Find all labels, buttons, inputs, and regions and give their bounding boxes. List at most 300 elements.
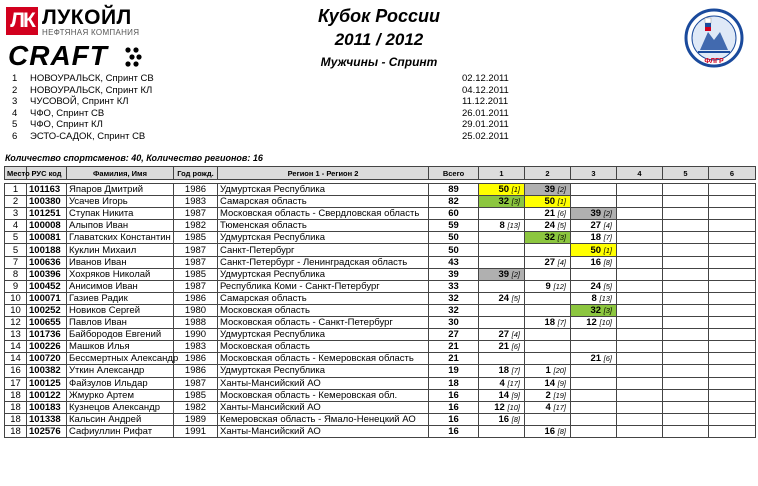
stage-result xyxy=(479,341,525,353)
cell-place: 16 xyxy=(5,365,27,377)
stage-result xyxy=(709,413,756,425)
cell-place: 18 xyxy=(5,401,27,413)
cell-name: Анисимов Иван xyxy=(67,280,174,292)
cell-year: 1986 xyxy=(174,353,218,365)
stage-result xyxy=(571,377,617,389)
stage-result xyxy=(617,196,663,208)
table-row xyxy=(5,389,756,401)
table-row xyxy=(5,292,756,304)
result-points: 21 xyxy=(590,353,602,365)
lukoil-subtitle: НЕФТЯНАЯ КОМПАНИЯ xyxy=(42,28,140,37)
cell-name: Сафиуллин Рифат xyxy=(67,425,174,437)
cell-place: 1 xyxy=(5,184,27,196)
stage-result xyxy=(663,184,709,196)
stage-item xyxy=(8,131,528,143)
cell-total: 60 xyxy=(429,208,479,220)
result-points: 50 xyxy=(498,184,510,196)
cell-code: 101163 xyxy=(27,184,67,196)
stage-result xyxy=(571,425,617,437)
stage-result xyxy=(525,413,571,425)
cell-year: 1982 xyxy=(174,401,218,413)
stage-date: 02.12.2011 xyxy=(462,73,509,84)
cell-region: Московская область - Кемеровская обл. xyxy=(218,389,429,401)
stage-item xyxy=(8,85,528,97)
table-row xyxy=(5,256,756,268)
stage-result xyxy=(709,196,756,208)
stage-result xyxy=(617,208,663,220)
stage-result xyxy=(571,365,617,377)
cell-place: 10 xyxy=(5,304,27,316)
stage-name: НОВОУРАЛЬСК, Спринт СВ xyxy=(30,73,154,84)
stage-num: 1 xyxy=(12,73,18,84)
stage-result xyxy=(479,317,525,329)
stage-result xyxy=(617,365,663,377)
stage-result xyxy=(663,389,709,401)
stage-result xyxy=(571,353,617,365)
stage-item xyxy=(8,73,528,85)
cell-total: 39 xyxy=(429,268,479,280)
stage-result xyxy=(479,244,525,256)
cell-name: Усачев Игорь xyxy=(67,196,174,208)
stage-result xyxy=(571,413,617,425)
result-points: 14 xyxy=(544,377,556,389)
result-points: 4 xyxy=(545,401,551,413)
stage-result xyxy=(571,220,617,232)
cell-region: Ханты-Мансийский АО xyxy=(218,425,429,437)
stage-result xyxy=(709,292,756,304)
cell-code: 101251 xyxy=(27,208,67,220)
stage-result xyxy=(571,256,617,268)
result-points: 39 xyxy=(498,268,510,280)
result-points: 21 xyxy=(544,208,556,220)
cell-total: 43 xyxy=(429,256,479,268)
stage-date: 04.12.2011 xyxy=(462,84,509,96)
stage-result xyxy=(525,232,571,244)
cell-name: Кальсин Андрей xyxy=(67,413,174,425)
result-points: 9 xyxy=(545,280,551,292)
stage-result xyxy=(571,292,617,304)
stage-result xyxy=(525,401,571,413)
result-points: 16 xyxy=(590,256,602,268)
stage-result xyxy=(571,268,617,280)
stage-num: 4 xyxy=(12,107,18,119)
result-rank: [6] xyxy=(511,342,520,352)
cell-place: 18 xyxy=(5,425,27,437)
cell-code: 100636 xyxy=(27,256,67,268)
cell-code: 100396 xyxy=(27,268,67,280)
cell-place: 9 xyxy=(5,280,27,292)
cell-place: 3 xyxy=(5,208,27,220)
table-row xyxy=(5,304,756,316)
stage-result xyxy=(663,353,709,365)
cell-code: 101338 xyxy=(27,413,67,425)
cell-code: 100071 xyxy=(27,292,67,304)
cell-total: 27 xyxy=(429,329,479,341)
result-points: 24 xyxy=(590,280,602,292)
result-points: 24 xyxy=(498,292,510,304)
result-rank: [19] xyxy=(553,390,566,400)
stage-result xyxy=(479,365,525,377)
cell-year: 1983 xyxy=(174,196,218,208)
result-rank: [1] xyxy=(603,245,612,255)
cell-year: 1980 xyxy=(174,304,218,316)
result-points: 32 xyxy=(498,196,510,208)
table-row xyxy=(5,220,756,232)
cell-code: 100382 xyxy=(27,365,67,377)
result-rank: [2] xyxy=(557,185,566,195)
cell-name: Байбородов Евгений xyxy=(67,329,174,341)
cell-place: 18 xyxy=(5,413,27,425)
stage-result xyxy=(525,425,571,437)
stage-name: ЧФО, Спринт СВ xyxy=(30,107,105,119)
result-points: 18 xyxy=(590,232,602,244)
cell-code: 100655 xyxy=(27,317,67,329)
stage-result xyxy=(525,389,571,401)
stage-result xyxy=(571,329,617,341)
stage-result xyxy=(525,292,571,304)
cell-region: Удмуртская Республика xyxy=(218,268,429,280)
cell-year: 1987 xyxy=(174,208,218,220)
stage-result xyxy=(479,292,525,304)
stage-result xyxy=(663,329,709,341)
cell-name: Машков Илья xyxy=(67,341,174,353)
cell-year: 1982 xyxy=(174,220,218,232)
stage-result xyxy=(525,220,571,232)
stage-result xyxy=(663,413,709,425)
stage-result xyxy=(617,329,663,341)
participants-summary: Количество спортсменов: 40, Количество регионов: 16 xyxy=(5,153,263,163)
stage-result xyxy=(525,184,571,196)
result-points: 32 xyxy=(544,232,556,244)
cell-year: 1987 xyxy=(174,377,218,389)
cell-region: Московская область - Кемеровская область xyxy=(218,353,429,365)
stage-result xyxy=(663,292,709,304)
cell-place: 7 xyxy=(5,256,27,268)
cell-code: 100380 xyxy=(27,196,67,208)
stage-result xyxy=(617,268,663,280)
result-rank: [3] xyxy=(557,233,566,243)
cell-region: Удмуртская Республика xyxy=(218,232,429,244)
cell-place: 4 xyxy=(5,220,27,232)
stage-result xyxy=(479,389,525,401)
stage-result xyxy=(663,401,709,413)
stage-result xyxy=(525,329,571,341)
table-row xyxy=(5,401,756,413)
result-rank: [6] xyxy=(603,354,612,364)
cell-total: 18 xyxy=(429,377,479,389)
column-header: 5 xyxy=(663,167,709,180)
result-rank: [2] xyxy=(511,269,520,279)
table-row xyxy=(5,268,756,280)
cell-name: Иванов Иван xyxy=(67,256,174,268)
result-points: 27 xyxy=(498,329,510,341)
column-header: 1 xyxy=(479,167,525,180)
result-points: 50 xyxy=(544,196,556,208)
stage-name: ЧУСОВОЙ, Спринт КЛ xyxy=(30,96,129,108)
cell-year: 1989 xyxy=(174,413,218,425)
cell-total: 59 xyxy=(429,220,479,232)
result-points: 39 xyxy=(590,208,602,220)
stage-result xyxy=(663,317,709,329)
result-rank: [7] xyxy=(511,366,520,376)
stage-result xyxy=(709,377,756,389)
stage-result xyxy=(571,389,617,401)
cell-place: 14 xyxy=(5,341,27,353)
cell-year: 1988 xyxy=(174,317,218,329)
cell-year: 1987 xyxy=(174,280,218,292)
result-rank: [9] xyxy=(511,390,520,400)
cell-total: 19 xyxy=(429,365,479,377)
cell-total: 16 xyxy=(429,425,479,437)
cell-code: 100183 xyxy=(27,401,67,413)
stage-result xyxy=(709,425,756,437)
cell-place: 13 xyxy=(5,329,27,341)
table-row xyxy=(5,196,756,208)
season-title: 2011 / 2012 xyxy=(334,30,424,49)
stage-date: 26.01.2011 xyxy=(462,107,509,119)
cell-code: 100188 xyxy=(27,244,67,256)
cell-name: Япаров Дмитрий xyxy=(67,184,174,196)
stage-result xyxy=(709,208,756,220)
result-rank: [6] xyxy=(557,209,566,219)
stage-name: ЧФО, Спринт КЛ xyxy=(30,119,103,131)
cell-total: 82 xyxy=(429,196,479,208)
cell-name: Файзулов Ильдар xyxy=(67,377,174,389)
stage-result xyxy=(479,304,525,316)
cell-code: 101736 xyxy=(27,329,67,341)
stage-list xyxy=(8,73,528,143)
cell-place: 12 xyxy=(5,317,27,329)
result-rank: [17] xyxy=(553,402,566,412)
result-points: 39 xyxy=(544,184,556,196)
result-points: 21 xyxy=(498,341,510,353)
stage-result xyxy=(709,232,756,244)
result-rank: [8] xyxy=(557,426,566,436)
lukoil-name: ЛУКОЙЛ xyxy=(42,6,132,29)
result-rank: [7] xyxy=(603,233,612,243)
stage-result xyxy=(525,304,571,316)
stage-result xyxy=(525,208,571,220)
result-rank: [12] xyxy=(553,281,566,291)
cell-total: 16 xyxy=(429,389,479,401)
stage-result xyxy=(525,341,571,353)
cell-region: Санкт-Петербург - Ленинградская область xyxy=(218,256,429,268)
cell-place: 17 xyxy=(5,377,27,389)
stage-num: 3 xyxy=(12,96,18,108)
result-points: 18 xyxy=(544,317,556,329)
stage-result xyxy=(709,256,756,268)
result-rank: [1] xyxy=(511,185,520,195)
cell-year: 1985 xyxy=(174,232,218,244)
result-points: 8 xyxy=(591,292,597,304)
cell-total: 21 xyxy=(429,353,479,365)
result-rank: [13] xyxy=(507,221,520,231)
lukoil-mark: ЛК xyxy=(6,7,38,35)
discipline-title: Мужчины - Спринт xyxy=(320,55,438,69)
stage-result xyxy=(617,401,663,413)
cell-code: 100122 xyxy=(27,389,67,401)
stage-result xyxy=(663,268,709,280)
cell-code: 100226 xyxy=(27,341,67,353)
result-points: 12 xyxy=(586,317,597,329)
result-points: 16 xyxy=(544,425,556,437)
result-rank: [2] xyxy=(603,209,612,219)
stage-result xyxy=(479,401,525,413)
stage-result xyxy=(617,304,663,316)
stage-result xyxy=(571,401,617,413)
stage-result xyxy=(709,220,756,232)
stage-result xyxy=(663,220,709,232)
stage-result xyxy=(663,377,709,389)
cell-year: 1991 xyxy=(174,425,218,437)
cell-total: 16 xyxy=(429,413,479,425)
cell-name: Уткин Александр xyxy=(67,365,174,377)
result-rank: [4] xyxy=(603,221,612,231)
federation-label: ФЛГР xyxy=(704,58,724,65)
stage-item xyxy=(8,119,528,131)
cell-year: 1985 xyxy=(174,268,218,280)
stage-result xyxy=(663,341,709,353)
cell-region: Кемеровская область - Ямало-Ненецкий АО xyxy=(218,413,429,425)
stage-result xyxy=(709,304,756,316)
cell-name: Кузнецов Александр xyxy=(67,401,174,413)
stage-result xyxy=(525,268,571,280)
cell-code: 100008 xyxy=(27,220,67,232)
cell-year: 1983 xyxy=(174,341,218,353)
result-rank: [5] xyxy=(603,281,612,291)
result-points: 18 xyxy=(498,365,510,377)
cell-place: 14 xyxy=(5,353,27,365)
stage-result xyxy=(479,413,525,425)
stage-result xyxy=(617,292,663,304)
cell-region: Московская область xyxy=(218,341,429,353)
stage-result xyxy=(525,377,571,389)
cell-name: Новиков Сергей xyxy=(67,304,174,316)
cell-total: 32 xyxy=(429,304,479,316)
cell-name: Куклин Михаил xyxy=(67,244,174,256)
stage-result xyxy=(571,208,617,220)
cell-code: 100081 xyxy=(27,232,67,244)
stage-result xyxy=(663,196,709,208)
stage-date: 29.01.2011 xyxy=(462,119,509,131)
stage-result xyxy=(571,184,617,196)
stage-result xyxy=(617,184,663,196)
stage-result xyxy=(479,208,525,220)
result-points: 24 xyxy=(544,220,556,232)
cell-region: Ханты-Мансийский АО xyxy=(218,401,429,413)
stage-result xyxy=(479,280,525,292)
page-title: Кубок России xyxy=(317,6,441,26)
column-header: Всего xyxy=(429,167,479,180)
stage-item xyxy=(8,108,528,120)
cell-place: 18 xyxy=(5,389,27,401)
stage-result xyxy=(617,256,663,268)
result-rank: [3] xyxy=(603,305,612,315)
cell-region: Самарская область xyxy=(218,292,429,304)
result-rank: [20] xyxy=(553,366,566,376)
cell-place: 8 xyxy=(5,268,27,280)
result-points: 32 xyxy=(590,304,602,316)
stage-result xyxy=(709,401,756,413)
result-points: 4 xyxy=(499,377,505,389)
result-points: 8 xyxy=(499,220,505,232)
stage-result xyxy=(525,256,571,268)
column-header: 6 xyxy=(709,167,756,180)
table-row xyxy=(5,317,756,329)
stage-result xyxy=(663,208,709,220)
stage-result xyxy=(617,317,663,329)
result-rank: [10] xyxy=(507,402,520,412)
cell-year: 1985 xyxy=(174,389,218,401)
stage-result xyxy=(479,353,525,365)
result-points: 12 xyxy=(494,401,505,413)
stage-result xyxy=(479,220,525,232)
column-header: Фамилия, Имя xyxy=(67,167,174,180)
result-points: 16 xyxy=(498,413,510,425)
stage-result xyxy=(571,196,617,208)
cell-region: Республика Коми - Санкт-Петербург xyxy=(218,280,429,292)
stage-result xyxy=(709,329,756,341)
stage-result xyxy=(479,256,525,268)
table-row xyxy=(5,353,756,365)
table-row xyxy=(5,232,756,244)
stage-result xyxy=(617,220,663,232)
stage-result xyxy=(479,184,525,196)
table-row xyxy=(5,329,756,341)
cell-region: Ханты-Мансийский АО xyxy=(218,377,429,389)
cell-name: Алыпов Иван xyxy=(67,220,174,232)
stage-result xyxy=(479,196,525,208)
stage-result xyxy=(479,377,525,389)
cell-total: 30 xyxy=(429,317,479,329)
stage-result xyxy=(479,425,525,437)
stage-result xyxy=(479,329,525,341)
stage-result xyxy=(663,425,709,437)
cell-region: Самарская область xyxy=(218,196,429,208)
craft-logo: CRAFT xyxy=(8,40,108,71)
stage-result xyxy=(525,353,571,365)
cell-region: Удмуртская Республика xyxy=(218,184,429,196)
stage-result xyxy=(617,244,663,256)
cell-region: Московская область - Санкт-Петербург xyxy=(218,317,429,329)
stage-result xyxy=(525,244,571,256)
cell-place: 5 xyxy=(5,244,27,256)
cell-name: Газиев Радик xyxy=(67,292,174,304)
result-rank: [1] xyxy=(557,197,566,207)
stage-result xyxy=(571,244,617,256)
result-rank: [8] xyxy=(603,257,612,267)
table-row xyxy=(5,425,756,437)
stage-result xyxy=(617,377,663,389)
result-rank: [3] xyxy=(511,197,520,207)
column-header: Регион 1 - Регион 2 xyxy=(218,167,429,180)
stage-date: 25.02.2011 xyxy=(462,130,509,142)
result-rank: [8] xyxy=(511,414,520,424)
result-points: 2 xyxy=(545,389,551,401)
cell-name: Главатских Константин xyxy=(67,232,174,244)
stage-result xyxy=(617,280,663,292)
table-row xyxy=(5,280,756,292)
stage-result xyxy=(617,425,663,437)
result-rank: [9] xyxy=(557,378,566,388)
table-row xyxy=(5,413,756,425)
result-rank: [4] xyxy=(511,330,520,340)
stage-result xyxy=(709,353,756,365)
result-points: 27 xyxy=(590,220,602,232)
cell-region: Московская область - Свердловская область xyxy=(218,208,429,220)
stage-num: 5 xyxy=(12,119,18,131)
cell-code: 102576 xyxy=(27,425,67,437)
